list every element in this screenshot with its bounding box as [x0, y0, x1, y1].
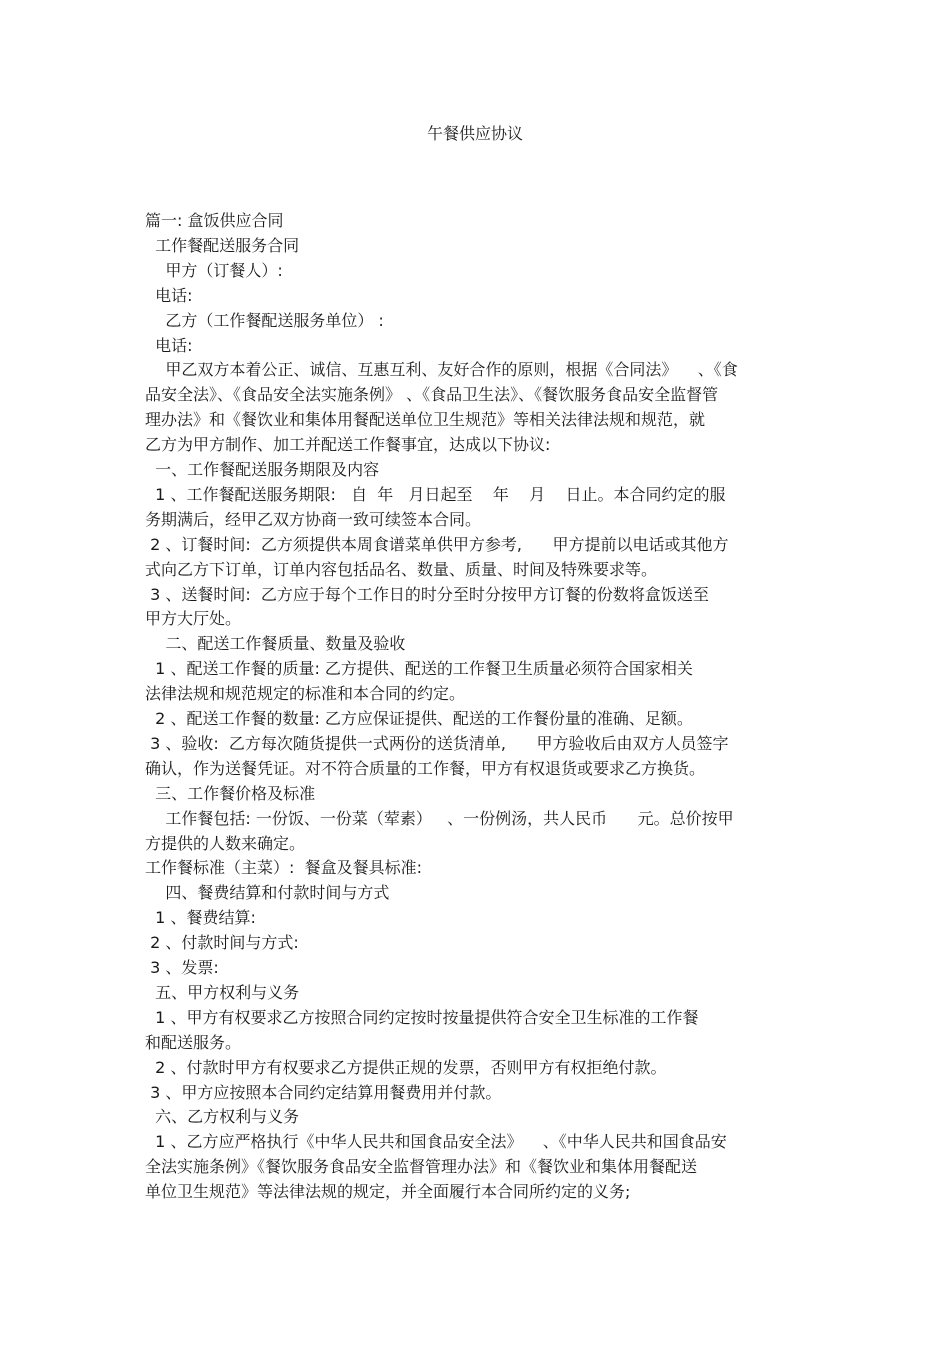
- document-line: 全法实施条例》《餐饮服务食品安全监督管理办法》和《餐饮业和集体用餐配送: [145, 1157, 698, 1176]
- document-line: 1 、甲方有权要求乙方按照合同约定按时按量提供符合安全卫生标准的工作餐: [145, 1008, 699, 1027]
- document-line: 1 、餐费结算:: [145, 908, 256, 927]
- document-line: 电话:: [145, 286, 193, 305]
- document-line: 品安全法》、《食品安全法实施条例》 、《食品卫生法》、《餐饮服务食品安全监督管: [145, 385, 719, 404]
- document-line: 工作餐配送服务合同: [145, 236, 300, 255]
- document-line: 和配送服务。: [145, 1033, 242, 1052]
- document-line: 理办法》和《餐饮业和集体用餐配送单位卫生规范》等相关法律法规和规范，就: [145, 410, 706, 429]
- document-line: 1 、配送工作餐的质量: 乙方提供、配送的工作餐卫生质量必须符合国家相关: [145, 659, 693, 678]
- document-line: 甲乙双方本着公正、诚信、互惠互利、友好合作的原则，根据《合同法》 、《食: [145, 360, 738, 379]
- document-line: 五、甲方权利与义务: [145, 983, 300, 1002]
- document-line: 确认，作为送餐凭证。对不符合质量的工作餐，甲方有权退货或要求乙方换货。: [145, 759, 706, 778]
- document-line: 电话:: [145, 336, 193, 355]
- document-line: 3 、发票:: [145, 958, 219, 977]
- document-line: 篇一: 盒饭供应合同: [145, 211, 284, 230]
- document-line: 三、工作餐价格及标准: [145, 784, 316, 803]
- document-line: 务期满后，经甲乙双方协商一致可续签本合同。: [145, 510, 482, 529]
- document-line: 2 、付款时间与方式:: [145, 933, 299, 952]
- document-line: 2 、配送工作餐的数量: 乙方应保证提供、配送的工作餐份量的准确、足额。: [145, 709, 693, 728]
- document-line: 乙方（工作餐配送服务单位） :: [145, 311, 384, 330]
- document-line: 方提供的人数来确定。: [145, 834, 306, 853]
- document-line: 单位卫生规范》等法律法规的规定，并全面履行本合同所约定的义务;: [145, 1182, 631, 1201]
- document-title: 午餐供应协议: [426, 124, 523, 143]
- document-line: 六、乙方权利与义务: [145, 1107, 300, 1126]
- document-line: 二、配送工作餐质量、数量及验收: [145, 634, 406, 653]
- document-line: 工作餐标准（主菜）: 餐盒及餐具标准:: [145, 858, 422, 877]
- document-line: 四、餐费结算和付款时间与方式: [145, 883, 390, 902]
- document-line: 工作餐包括: 一份饭、一份菜（荤素） 、一份例汤，共人民币 元。总价按甲: [145, 809, 734, 828]
- document-line: 法律法规和规范规定的标准和本合同的约定。: [145, 684, 466, 703]
- document-line: 甲方（订餐人）:: [145, 261, 283, 280]
- document-line: 式向乙方下订单，订单内容包括品名、数量、质量、时间及特殊要求等。: [145, 560, 658, 579]
- document-line: 3 、验收: 乙方每次随货提供一式两份的送货清单, 甲方验收后由双方人员签字: [145, 734, 729, 753]
- document-line: 甲方大厅处。: [145, 609, 242, 628]
- document-line: 1 、工作餐配送服务期限: 自 年 月日起至 年 月 日止。本合同约定的服: [145, 485, 726, 504]
- document-line: 2 、订餐时间: 乙方须提供本周食谱菜单供甲方参考, 甲方提前以电话或其他方: [145, 535, 729, 554]
- document-line: 1 、乙方应严格执行《中华人民共和国食品安全法》 、《中华人民共和国食品安: [145, 1132, 727, 1151]
- document-line: 一、工作餐配送服务期限及内容: [145, 460, 380, 479]
- document-line: 2 、付款时甲方有权要求乙方提供正规的发票，否则甲方有权拒绝付款。: [145, 1058, 667, 1077]
- document-line: 乙方为甲方制作、加工并配送工作餐事宜，达成以下协议:: [145, 435, 551, 454]
- document-line: 3 、甲方应按照本合同约定结算用餐费用并付款。: [145, 1083, 502, 1102]
- document-line: 3 、送餐时间: 乙方应于每个工作日的时分至时分按甲方订餐的份数将盒饭送至: [145, 585, 709, 604]
